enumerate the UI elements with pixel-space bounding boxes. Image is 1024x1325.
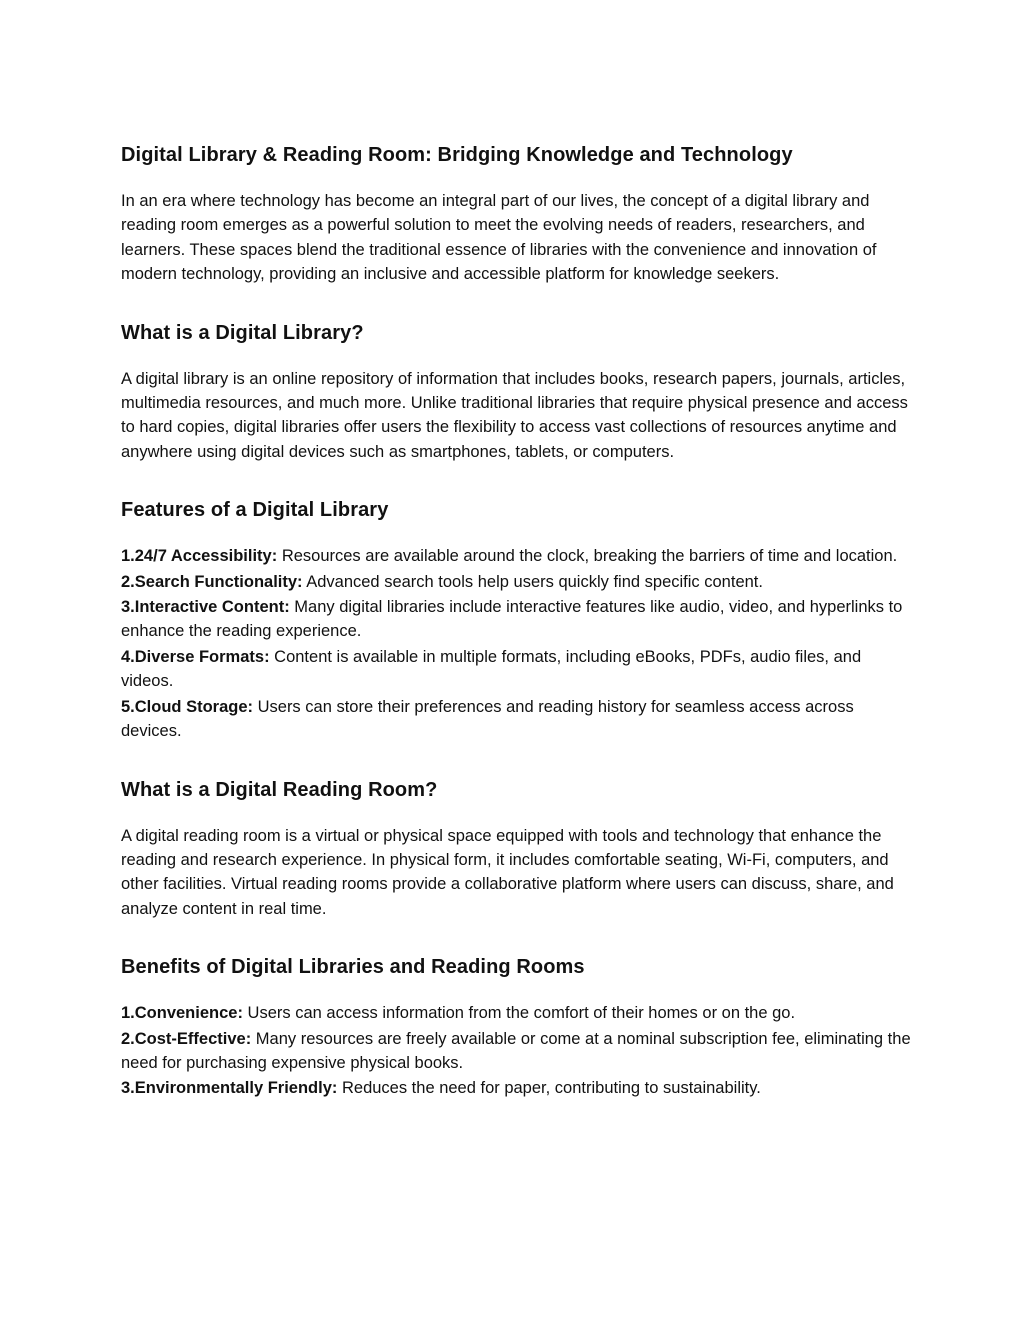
- list-item-text: Reduces the need for paper, contributing to sustainability.: [337, 1079, 761, 1098]
- list-item-label: 2.Cost-Effective:: [121, 1029, 252, 1048]
- list-item-label: 3.Environmentally Friendly:: [121, 1079, 338, 1098]
- list-item: [121, 570, 911, 594]
- section-heading-reading-room: What is a Digital Reading Room?: [121, 778, 438, 801]
- list-item-text: Content is available in multiple formats, including eBooks, PDFs, audio files, and videos.: [121, 647, 862, 691]
- list-item-text: Advanced search tools help users quickly find specific content.: [302, 572, 763, 591]
- list-item: [121, 1076, 911, 1100]
- list-item: [121, 695, 911, 744]
- list-item-text: Users can access information from the comfort of their homes or on the go.: [242, 1004, 796, 1023]
- digital-library-paragraph: A digital library is an online repository of information that includes books, research papers, journals, articles, multimedia resources, and much more. Unlike traditional libraries that require physical presence and access to hard copies, digital libraries offer users the flexibility to access vast collections of resources anytime and anywhere using digital devices such as smartphones, tablets, or computers.: [121, 369, 908, 461]
- list-item-text: Resources are available around the clock, breaking the barriers of time and location.: [277, 547, 898, 566]
- benefits-list: [121, 1001, 911, 1101]
- list-item: [121, 1001, 911, 1025]
- list-item-label: 1.Convenience:: [121, 1004, 243, 1023]
- document-page: [121, 140, 911, 1132]
- list-item: [121, 645, 911, 694]
- list-item-text: Many digital libraries include interactive features like audio, video, and hyperlinks to enhance the reading experience.: [121, 598, 903, 641]
- list-item: [121, 595, 911, 644]
- list-item: [121, 1027, 911, 1076]
- list-item: [121, 544, 911, 568]
- document-title: Digital Library & Reading Room: Bridging Knowledge and Technology: [121, 144, 793, 166]
- section-heading-features: Features of a Digital Library: [121, 499, 389, 522]
- list-item-text: Many resources are freely available or come at a nominal subscription fee, eliminating the need for purchasing expensive physical books.: [121, 1029, 911, 1072]
- features-list: [121, 544, 911, 743]
- reading-room-paragraph: A digital reading room is a virtual or physical space equipped with tools and technology that enhance the reading and research experience. In physical form, it includes comfortable seating, Wi-Fi, computers, and other facilities. Virtual reading rooms provide a collaborative platform where users can discuss, share, and analyze content in real time.: [121, 826, 894, 918]
- section-heading-digital-library: What is a Digital Library?: [121, 321, 364, 344]
- list-item-label: 1.24/7 Accessibility:: [121, 547, 278, 566]
- section-heading-benefits: Benefits of Digital Libraries and Reading Rooms: [121, 956, 585, 979]
- list-item-label: 4.Diverse Formats:: [121, 647, 270, 666]
- list-item-label: 5.Cloud Storage:: [121, 697, 254, 716]
- list-item-label: 2.Search Functionality:: [121, 572, 303, 591]
- list-item-text: Users can store their preferences and reading history for seamless access across devices.: [121, 697, 854, 741]
- intro-paragraph: In an era where technology has become an integral part of our lives, the concept of a digital library and reading room emerges as a powerful solution to meet the evolving needs of readers, researchers, and learners. These spaces blend the traditional essence of libraries with the convenience and innovation of modern technology, providing an inclusive and accessible platform for knowledge seekers.: [121, 192, 877, 284]
- list-item-label: 3.Interactive Content:: [121, 598, 290, 617]
